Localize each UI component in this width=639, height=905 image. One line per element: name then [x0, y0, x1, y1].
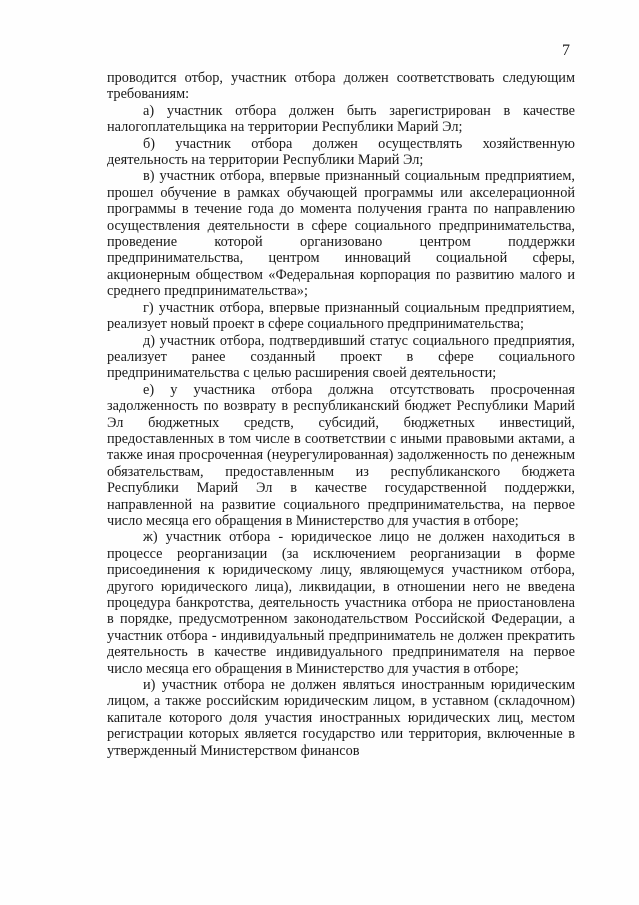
paragraph-item-v: в) участник отбора, впервые признанный социальным предприятием, прошел обучение в рамках обучающей программы или акселерационной программы в течение года до момента получения гранта по направлению осуществления деятельности в сфере социального предпринимательства, проведение которой организовано центром поддержки предпринимательства, центром инноваций социальной сферы, акционерным обществом «Федеральная корпорация по развитию малого и среднего предпринимательства»;	[107, 168, 575, 300]
paragraph-item-e: е) у участника отбора должна отсутствовать просроченная задолженность по возврату в республиканский бюджет Республики Марий Эл бюджетных средств, субсидий, бюджетных инвестиций, предоставленных в том числе в соответствии с иными правовыми актами, а также иная просроченная (неурегулированная) задолженность по денежным обязательствам, предоставленным из республиканского бюджета Республики Марий Эл в качестве государственной поддержки, направленной на развитие социального предпринимательства, на первое число месяца его обращения в Министерство для участия в отборе;	[107, 381, 575, 529]
paragraph-item-b: б) участник отбора должен осуществлять хозяйственную деятельность на территории Республики Марий Эл;	[107, 135, 575, 169]
paragraph-item-zh: ж) участник отбора - юридическое лицо не должен находиться в процессе реорганизации (за исключением реорганизации в форме присоединения к юридическому лицу, являющемуся участником отбора, другого юридического лица), ликвидации, в отношении него не введена процедура банкротства, деятельность участника отбора не приостановлена в порядке, предусмотренном законодательством Российской Федерации, а участник отбора - индивидуальный предприниматель не должен прекратить деятельность в качестве индивидуального предпринимателя на первое число месяца его обращения в Министерство для участия в отборе;	[107, 529, 575, 677]
paragraph-item-g: г) участник отбора, впервые признанный социальным предприятием, реализует новый проект в сфере социального предпринимательства;	[107, 299, 575, 333]
paragraph-item-d: д) участник отбора, подтвердивший статус социального предприятия, реализует ранее созданный проект в сфере социального предпринимательства с целью расширения своей деятельности;	[107, 332, 575, 382]
paragraph-item-a: а) участник отбора должен быть зарегистрирован в качестве налогоплательщика на территории Республики Марий Эл;	[107, 102, 575, 136]
document-body	[107, 70, 575, 759]
page-number: 7	[562, 42, 570, 59]
paragraph-item-i: и) участник отбора не должен являться иностранным юридическим лицом, а также российским юридическим лицом, в уставном (складочном) капитале которого доля участия иностранных юридических лиц, местом регистрации которых является государство или территория, включенные в утвержденный Министерством финансов	[107, 677, 575, 759]
paragraph-intro: проводится отбор, участник отбора должен соответствовать следующим требованиям:	[107, 70, 575, 103]
